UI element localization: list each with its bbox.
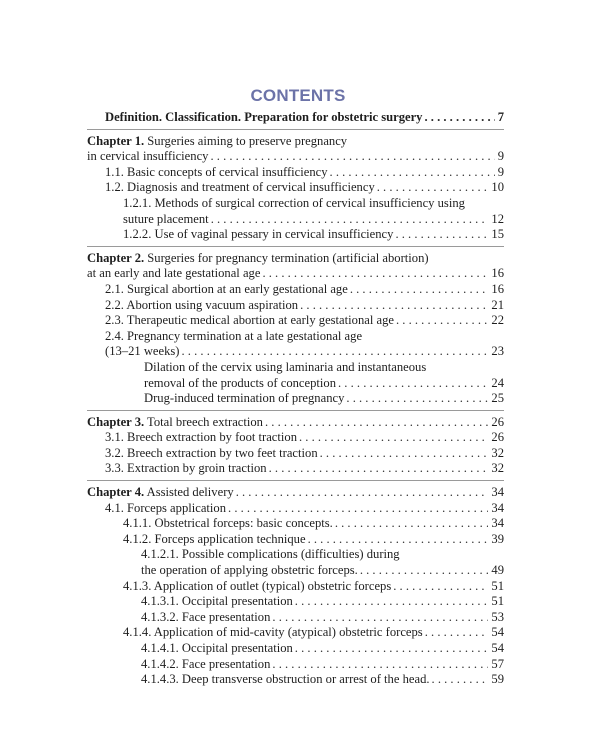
page-number: 32 bbox=[491, 461, 504, 476]
entry-text: 4.1.1. Obstetrical forceps: basic concepts. bbox=[123, 516, 333, 531]
entry-text: 2.2. Abortion using vacuum aspiration bbox=[105, 297, 299, 312]
dot-leader bbox=[295, 641, 489, 657]
toc-entry-1-2-1-cont[interactable] bbox=[87, 212, 504, 228]
toc-entry-2-1[interactable] bbox=[87, 282, 504, 298]
toc-entry-4-1-4-2[interactable] bbox=[87, 657, 504, 673]
entry-text: 4.1.2. Forceps application technique bbox=[123, 531, 306, 546]
toc-entry-dilation[interactable] bbox=[87, 360, 504, 376]
page-number: 51 bbox=[491, 578, 504, 593]
entry-text: 4.1.4.3. Deep transverse obstruction or arrest of the head. bbox=[141, 672, 430, 687]
chapter-heading-1-cont[interactable] bbox=[87, 149, 504, 165]
page-number: 34 bbox=[491, 485, 504, 500]
dot-leader bbox=[262, 266, 488, 282]
chapter-title-cont: in cervical insufficiency bbox=[87, 149, 209, 164]
page-number: 57 bbox=[491, 656, 504, 671]
page-number: 21 bbox=[491, 297, 504, 312]
toc-entry-2-2[interactable] bbox=[87, 298, 504, 314]
entry-text: 4.1.3.1. Occipital presentation bbox=[141, 594, 293, 609]
page-number: 22 bbox=[491, 313, 504, 328]
entry-text: removal of the products of conception bbox=[144, 375, 336, 390]
toc-entry-1-2-1[interactable] bbox=[87, 196, 504, 212]
toc-entry-2-4-cont[interactable] bbox=[87, 344, 504, 360]
chapter-heading-1[interactable] bbox=[87, 134, 504, 150]
dot-leader bbox=[432, 672, 489, 688]
toc-entry-2-4[interactable] bbox=[87, 329, 504, 345]
chapter-title: Surgeries aiming to preserve pregnancy bbox=[144, 133, 348, 148]
page-number: 54 bbox=[491, 641, 504, 655]
entry-text: 3.1. Breech extraction by foot traction bbox=[105, 430, 297, 445]
chapter-label: Chapter 1. bbox=[87, 133, 145, 148]
page-number: 34 bbox=[491, 516, 504, 531]
dot-leader bbox=[265, 415, 488, 431]
entry-text: 2.4. Pregnancy termination at a late gestational age bbox=[105, 328, 363, 343]
dot-leader bbox=[272, 657, 488, 673]
entry-text: 4.1.2.1. Possible complications (difficulties) during bbox=[141, 547, 400, 562]
page-number: 26 bbox=[491, 414, 504, 429]
entry-text: 2.1. Surgical abortion at an early gestational age bbox=[105, 281, 348, 296]
page-number: 54 bbox=[491, 625, 504, 640]
entry-text: (13–21 weeks) bbox=[105, 344, 180, 359]
toc-entry-dilation-cont[interactable] bbox=[87, 376, 504, 392]
dot-leader bbox=[350, 282, 489, 298]
toc-entry-4-1-3-1[interactable] bbox=[87, 594, 504, 610]
chapter-heading-3[interactable] bbox=[87, 415, 504, 431]
entry-text: 1.1. Basic concepts of cervical insufficiency bbox=[105, 164, 328, 179]
entry-text: 3.3. Extraction by groin traction bbox=[105, 461, 267, 476]
toc-entry-3-1[interactable] bbox=[87, 430, 504, 446]
toc-entry-4-1-2-1[interactable] bbox=[87, 547, 504, 563]
page-number: 25 bbox=[491, 391, 504, 406]
entry-text: 4.1.3. Application of outlet (typical) obstetric forceps bbox=[123, 578, 392, 593]
dot-leader bbox=[330, 165, 495, 181]
table-of-contents bbox=[87, 110, 504, 688]
dot-leader bbox=[393, 579, 488, 595]
page-number: 12 bbox=[491, 211, 504, 226]
toc-entry-4-1-4-3[interactable] bbox=[87, 672, 504, 688]
dot-leader bbox=[272, 610, 488, 626]
chapter-title: Assisted delivery bbox=[144, 485, 234, 500]
entry-text: 4.1.3.2. Face presentation bbox=[141, 609, 271, 624]
toc-entry-4-1-4-1[interactable] bbox=[87, 641, 504, 657]
chapter-label: Chapter 2. bbox=[87, 250, 145, 265]
chapter-divider bbox=[87, 410, 504, 411]
toc-entry-1-2[interactable] bbox=[87, 180, 504, 196]
chapter-label: Chapter 4. bbox=[87, 485, 145, 500]
page-number: 10 bbox=[491, 180, 504, 195]
chapter-heading-4[interactable] bbox=[87, 485, 504, 501]
dot-leader bbox=[228, 501, 488, 517]
page-number: 26 bbox=[491, 430, 504, 445]
entry-text: 4.1.4. Application of mid-cavity (atypical) obstetric forceps bbox=[123, 625, 423, 640]
toc-entry-drug-induced[interactable] bbox=[87, 391, 504, 407]
dot-leader bbox=[211, 212, 489, 228]
page-title: CONTENTS bbox=[250, 86, 346, 105]
page-number: 34 bbox=[491, 500, 504, 515]
page-number: 7 bbox=[497, 110, 504, 124]
page-number: 15 bbox=[491, 227, 504, 242]
entry-text: suture placement bbox=[123, 211, 209, 226]
entry-text: 1.2.1. Methods of surgical correction of cervical insufficiency using bbox=[123, 195, 465, 210]
chapter-heading-2[interactable] bbox=[87, 251, 504, 267]
entry-text: 3.2. Breech extraction by two feet traction bbox=[105, 445, 318, 460]
dot-leader bbox=[396, 313, 488, 329]
dot-leader bbox=[308, 532, 489, 548]
dot-leader bbox=[236, 485, 489, 501]
dot-leader bbox=[269, 461, 489, 477]
page-number: 39 bbox=[491, 531, 504, 546]
chapter-title-cont: at an early and late gestational age bbox=[87, 266, 261, 281]
dot-leader bbox=[377, 180, 489, 196]
page-number: 51 bbox=[491, 594, 504, 609]
page-number: 32 bbox=[491, 445, 504, 460]
toc-entry-1-2-2[interactable] bbox=[87, 227, 504, 243]
entry-text: 4.1.4.1. Occipital presentation bbox=[141, 641, 293, 655]
page-number: 53 bbox=[491, 609, 504, 624]
entry-text: 1.2. Diagnosis and treatment of cervical insufficiency bbox=[105, 180, 375, 195]
toc-entry-3-2[interactable] bbox=[87, 446, 504, 462]
entry-text: 4.1.4.2. Face presentation bbox=[141, 656, 271, 671]
dot-leader bbox=[346, 391, 488, 407]
toc-entry-1-1[interactable] bbox=[87, 165, 504, 181]
page-number: 59 bbox=[491, 672, 504, 687]
dot-leader bbox=[424, 110, 494, 126]
dot-leader bbox=[210, 149, 494, 165]
toc-entry-4-1-3-2[interactable] bbox=[87, 610, 504, 626]
dot-leader bbox=[295, 594, 489, 610]
toc-entry-4-1-4[interactable] bbox=[87, 625, 504, 641]
dot-leader bbox=[425, 625, 489, 641]
entry-text: 2.3. Therapeutic medical abortion at early gestational age bbox=[105, 313, 394, 328]
chapter-divider bbox=[87, 480, 504, 481]
toc-entry-4-1-2[interactable] bbox=[87, 532, 504, 548]
dot-leader bbox=[182, 344, 489, 360]
toc-entry-4-1-3[interactable] bbox=[87, 579, 504, 595]
page-number: 9 bbox=[497, 164, 504, 179]
entry-text: Dilation of the cervix using laminaria and instantaneous bbox=[144, 359, 427, 374]
toc-entry-4-1[interactable] bbox=[87, 501, 504, 517]
entry-text: Drug-induced termination of pregnancy bbox=[144, 391, 345, 406]
toc-entry-4-1-1[interactable] bbox=[87, 516, 504, 532]
dot-leader bbox=[360, 563, 489, 579]
page-number: 9 bbox=[497, 149, 504, 164]
dot-leader bbox=[335, 516, 489, 532]
page-number: 16 bbox=[491, 266, 504, 281]
entry-text: 4.1. Forceps application bbox=[105, 500, 227, 515]
page-number: 23 bbox=[491, 344, 504, 359]
page-number: 49 bbox=[491, 563, 504, 578]
dot-leader bbox=[338, 376, 488, 392]
dot-leader bbox=[320, 446, 489, 462]
chapter-divider bbox=[87, 129, 504, 130]
toc-entry-4-1-2-1-cont[interactable] bbox=[87, 563, 504, 579]
toc-entry-intro[interactable] bbox=[87, 110, 504, 126]
toc-entry-2-3[interactable] bbox=[87, 313, 504, 329]
dot-leader bbox=[299, 430, 488, 446]
chapter-heading-2-cont[interactable] bbox=[87, 266, 504, 282]
entry-text: Definition. Classification. Preparation for obstetric surgery bbox=[105, 110, 423, 124]
toc-entry-3-3[interactable] bbox=[87, 461, 504, 477]
page-number: 24 bbox=[491, 375, 504, 390]
chapter-title: Total breech extraction bbox=[144, 414, 263, 429]
chapter-label: Chapter 3. bbox=[87, 414, 145, 429]
dot-leader bbox=[395, 227, 488, 243]
page-number: 16 bbox=[491, 281, 504, 296]
chapter-title: Surgeries for pregnancy termination (artificial abortion) bbox=[144, 250, 429, 265]
entry-text: the operation of applying obstetric forceps. bbox=[141, 563, 358, 578]
dot-leader bbox=[300, 298, 488, 314]
chapter-divider bbox=[87, 246, 504, 247]
entry-text: 1.2.2. Use of vaginal pessary in cervical insufficiency bbox=[123, 227, 394, 242]
